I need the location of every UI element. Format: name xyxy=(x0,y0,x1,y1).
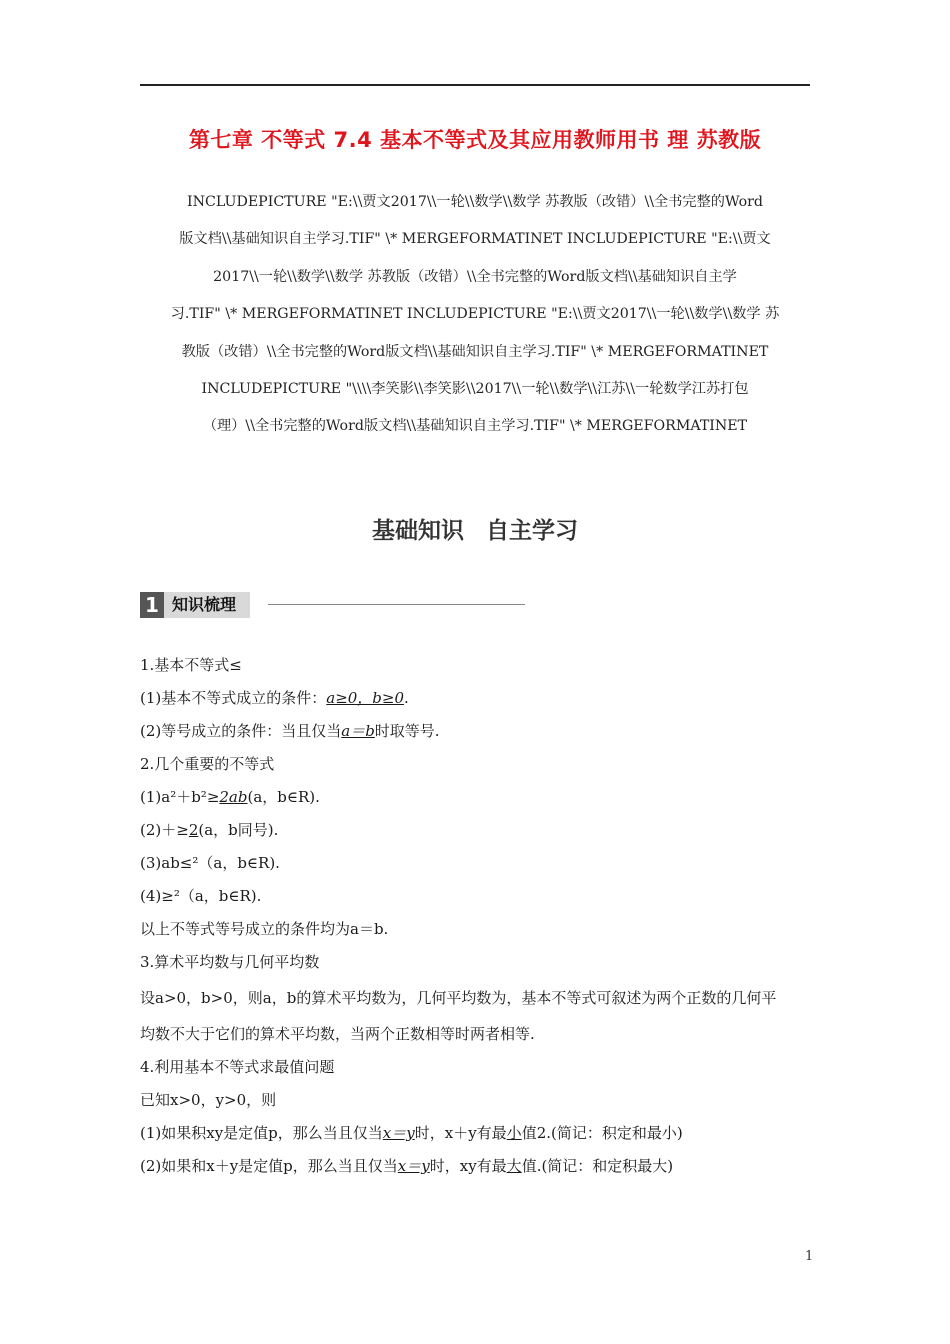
page-number: 1 xyxy=(805,1249,814,1264)
content-line: (4)≥²（a，b∈R). xyxy=(140,887,262,905)
content-line: 设a>0，b>0，则a，b的算术平均数为，几何平均数为，基本不等式可叙述为两个正数的几何平 xyxy=(140,989,777,1007)
badge-number: 1 xyxy=(140,592,164,618)
answer-blank: 2ab xyxy=(219,788,248,806)
content-line: 已知x>0，y>0，则 xyxy=(140,1091,277,1109)
content-line: (1)a²＋b²≥2ab(a，b∈R). xyxy=(140,788,320,806)
content-line: (1)基本不等式成立的条件：a≥0，b≥0. xyxy=(140,689,409,707)
include-line: （理）\\全书完整的Word版文档\\基础知识自主学习.TIF" \* MERGEFORMATINET xyxy=(202,418,748,435)
answer-blank: x＝y xyxy=(382,1124,415,1142)
content-line: (2)等号成立的条件：当且仅当a＝b时取等号. xyxy=(140,722,440,740)
content-line: 2.几个重要的不等式 xyxy=(140,755,275,773)
section-heading: 基础知识 自主学习 xyxy=(371,518,578,544)
include-line: 习.TIF" \* MERGEFORMATINET INCLUDEPICTURE "E:\\贾文2017\\一轮\\数学\\数学 苏 xyxy=(170,306,780,323)
answer-blank: 大 xyxy=(506,1157,522,1175)
answer-blank: 小 xyxy=(506,1124,522,1142)
content-line: 1.基本不等式≤ xyxy=(140,656,242,674)
include-line: INCLUDEPICTURE "E:\\贾文2017\\一轮\\数学\\数学 苏教版（改错）\\全书完整的Word xyxy=(186,194,764,210)
badge-divider xyxy=(268,604,525,605)
include-line: 教版（改错）\\全书完整的Word版文档\\基础知识自主学习.TIF" \* MERGEFORMATINET xyxy=(181,343,769,360)
include-field-codes xyxy=(140,184,810,446)
include-line: 2017\\一轮\\数学\\数学 苏教版（改错）\\全书完整的Word版文档\\基础知识自主学 xyxy=(213,268,737,285)
answer-blank: a＝b xyxy=(341,722,375,740)
answer-blank: x＝y xyxy=(397,1157,430,1175)
header-rule xyxy=(140,84,810,86)
document-title: 第七章 不等式 7.4 基本不等式及其应用教师用书 理 苏教版 xyxy=(188,128,762,152)
badge-label: 知识梳理 xyxy=(164,592,250,618)
answer-blank: a≥0，b≥0 xyxy=(326,689,405,707)
content-line: 以上不等式等号成立的条件均为a＝b. xyxy=(140,920,389,938)
include-line: 版文档\\基础知识自主学习.TIF" \* MERGEFORMATINET INCLUDEPICTURE "E:\\贾文 xyxy=(179,231,771,248)
subsection-badge xyxy=(140,592,525,618)
content-line: (3)ab≤²（a，b∈R). xyxy=(140,854,280,872)
answer-blank: 2 xyxy=(188,821,199,839)
content-line: 3.算术平均数与几何平均数 xyxy=(140,953,320,971)
content-line: (1)如果积xy是定值p，那么当且仅当x＝y时，x＋y有最小值2.(简记：积定和最小) xyxy=(140,1124,683,1142)
content-line: (2)＋≥2(a，b同号). xyxy=(140,821,279,839)
content-line: 均数不大于它们的算术平均数，当两个正数相等时两者相等. xyxy=(140,1025,535,1043)
content-line: (2)如果和x＋y是定值p，那么当且仅当x＝y时，xy有最大值.(简记：和定积最大) xyxy=(140,1157,674,1175)
content-line: 4.利用基本不等式求最值问题 xyxy=(140,1058,335,1076)
include-line: INCLUDEPICTURE "\\\\李笑影\\李笑影\\2017\\一轮\\数学\\江苏\\一轮数学江苏打包 xyxy=(201,381,749,398)
